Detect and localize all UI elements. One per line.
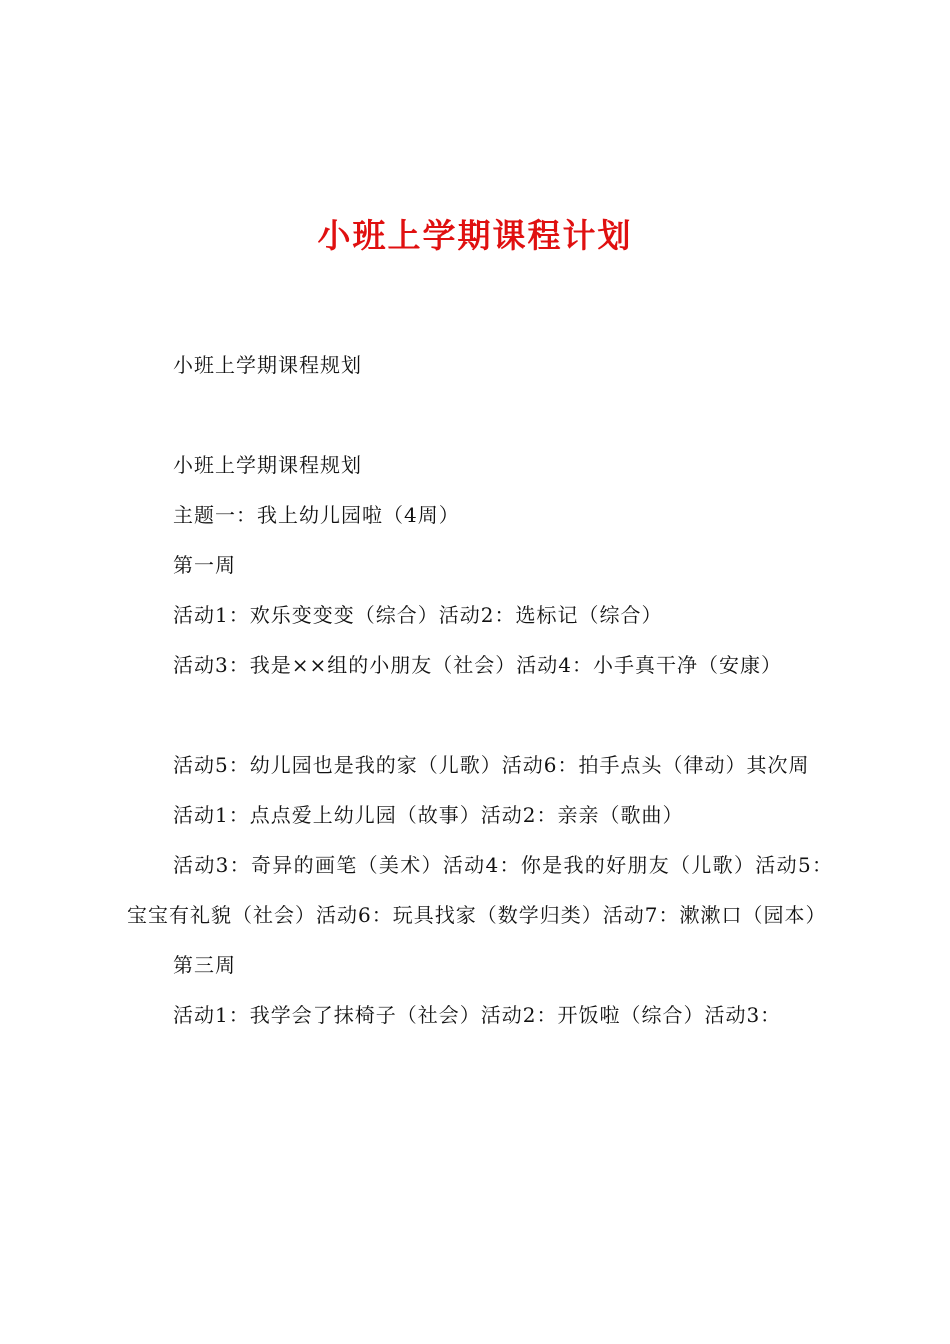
- paragraph-plan-heading: 小班上学期课程规划: [173, 353, 362, 377]
- document-body: [127, 340, 833, 1040]
- paragraph-theme-one: 主题一：我上幼儿园啦（4周）: [173, 503, 460, 527]
- document-title: 小班上学期课程计划: [317, 216, 633, 255]
- paragraph-week-one-activities-5-6: 活动5：幼儿园也是我的家（儿歌）活动6：拍手点头（律动）其次周: [173, 753, 810, 777]
- paragraph-week-one: 第一周: [173, 553, 236, 577]
- paragraph-week-three-activities: 活动1：我学会了抹椅子（社会）活动2：开饭啦（综合）活动3：: [173, 1003, 782, 1027]
- paragraph-spacer: [127, 390, 833, 440]
- paragraph-spacer: [127, 690, 833, 740]
- paragraph-plan-subheading: 小班上学期课程规划: [173, 453, 362, 477]
- paragraph-week-one-activities-1-2: 活动1：欢乐变变变（综合）活动2：选标记（综合）: [173, 603, 663, 627]
- paragraph-week-two-activities-1-2: 活动1：点点爱上幼儿园（故事）活动2：亲亲（歌曲）: [173, 803, 684, 827]
- paragraph-week-two-activities-3-7: 活动3：奇异的画笔（美术）活动4：你是我的好朋友（儿歌）活动5：宝宝有礼貌（社会）活动6：玩具找家（数学归类）活动7：漱漱口（园本）: [127, 853, 833, 927]
- paragraph-week-three: 第三周: [173, 953, 236, 977]
- paragraph-week-one-activities-3-4: 活动3：我是××组的小朋友（社会）活动4：小手真干净（安康）: [173, 653, 782, 677]
